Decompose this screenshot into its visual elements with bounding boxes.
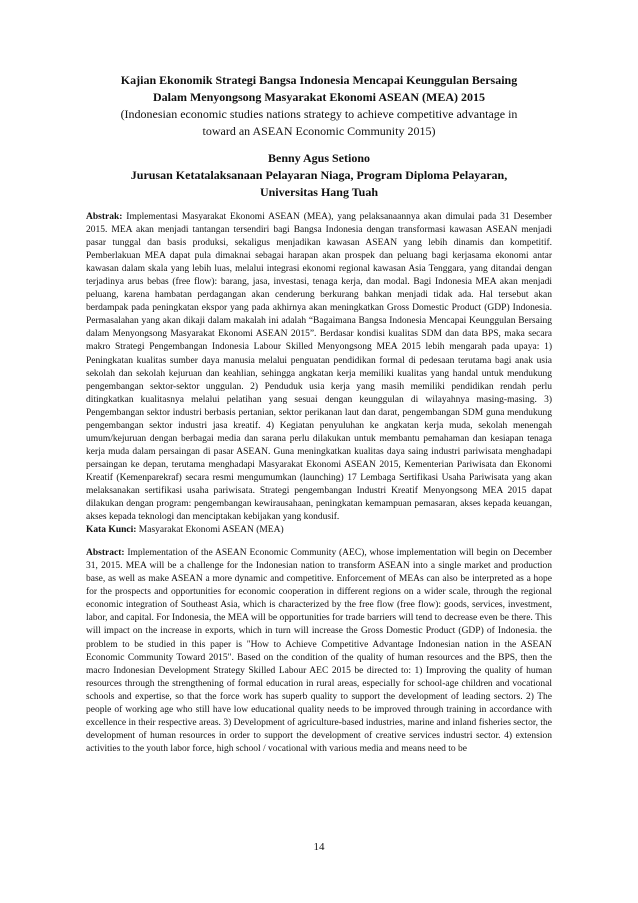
abstract-en-text: Implementation of the ASEAN Economic Community (AEC), whose implementation will begin on December 31, 2015. MEA will be a challenge for the Indonesian nation to transform ASEAN into a single market and production base, as well as make ASEAN a more dynamic and competitive. Enforcement of MEAs can also be interpreted as a hope for the prospects and opportunities for economic cooperation in different regions on a wider scale, through the regional economic integration of Southeast Asia, which is characterized by the free flow (free flow): goods, services, investment, labor, and capital. For Indonesia, the MEA will be opportunities for trade barriers will tend to decrease even be there. This will impact on the increase in exports, which in turn will increase the Gross Domestic Product (GDP) of Indonesia. the problem to be studied in this paper is "How to Achieve Competitive Advantage Indonesian nation in the ASEAN Economic Community Toward 2015". Based on the condition of the quality of human resources and the BPS, then the macro Indonesian Development Strategy Skilled Labour AEC 2015 be directed to: 1) Improving the quality of human resources through the strengthening of formal education in rural areas, especially for school-age children and vocational schools and expertise, so that the force work has superb quality to support the development of leading sectors. 2) The people of working age who still have low educational quality needs to be improved through training in accordance with excellence in their respective areas. 3) Development of agriculture-based industries, marine and inland fisheries sector, the development of human resources in order to support the development of creative services industri sector. 4) extension activities to the youth labor force, high school / vocational with various media and means need to be bbox=[86, 548, 552, 754]
author-name: Benny Agus Setiono bbox=[267, 151, 371, 165]
author-affiliation-line-1: Jurusan Ketatalaksanaan Pelayaran Niaga, Program Diploma Pelayaran, bbox=[130, 168, 508, 182]
abstrak-label: Abstrak: bbox=[86, 212, 123, 222]
abstract-en-paragraph bbox=[86, 547, 552, 756]
keywords-label: Kata Kunci: bbox=[86, 525, 137, 536]
paper-title-line-2: Dalam Menyongsong Masyarakat Ekonomi ASEAN (MEA) 2015 bbox=[152, 90, 485, 104]
abstract-en-label: Abstract: bbox=[86, 548, 125, 559]
title-block bbox=[88, 72, 550, 140]
keywords-text: Masyarakat Ekonomi ASEAN (MEA) bbox=[136, 525, 284, 536]
abstrak-paragraph bbox=[86, 211, 552, 524]
author-affiliation-line-2: Universitas Hang Tuah bbox=[259, 185, 379, 199]
keywords-paragraph bbox=[86, 524, 552, 537]
paper-title-line-1: Kajian Ekonomik Strategi Bangsa Indonesia Mencapai Keunggulan Bersaing bbox=[120, 73, 518, 87]
page-number: 14 bbox=[313, 841, 325, 853]
abstrak-text: Implementasi Masyarakat Ekonomi ASEAN (MEA), yang pelaksanaannya akan dimulai pada 31 Desember 2015. MEA akan menjadi tantangan tersendiri bagi Bangsa Indonesia dengan transformasi kawasan ASEAN menjadi pasar tunggal dan basis produksi, sekaligus menjadikan kawasan ASEAN yang lebih dinamis dan kompetitif. Pemberlakuan MEA dapat pula dimaknai sebagai harapan akan prospek dan peluang bagi kerjasama ekonomi antar kawasan dalam skala yang lebih luas, melalui integrasi ekonomi regional kawasan Asia Tenggara, yang ditandai dengan terjadinya arus bebas (free flow): barang, jasa, investasi, tenaga kerja, dan modal. Bagi Indonesia MEA akan menjadi peluang, karena hambatan perdagangan akan cenderung berkurang bahkan menjadi tidak ada. Hal tersebut akan berdampak pada peningkatan ekspor yang pada akhirnya akan meningkatkan Gross Domestic Product (GDP) Indonesia. Permasalahan yang akan dikaji dalam makalah ini adalah “Bagaimana Bangsa Indonesia Mencapai Keunggulan Bersaing dalam Menyongsong Masyarakat Ekonomi ASEAN 2015”. Berdasar kondisi kualitas SDM dan data BPS, maka secara makro Strategi Pengembangan Indonesia Labour Skilled Menyongsong MEA 2015 lebih mengarah pada upaya: 1) Peningkatan kualitas sumber daya manusia melalui penguatan pendidikan formal di pedesaan terutama bagi anak usia sekolah dan sekolah kejuruan dan keahlian, sehingga angkatan kerja memiliki kualitas yang handal untuk mendukung pengembangan sektor-sektor unggulan. 2) Penduduk usia kerja yang masih memiliki pendidikan rendah perlu ditingkatkan kualitasnya melalui pelatihan yang sesuai dengan keunggulan di wilayahnya masing-masing. 3) Pengembangan sektor industri berbasis pertanian, sektor perikanan laut dan darat, pengembangan SDM guna mendukung pengembangan sektor industri jasa kreatif. 4) Kegiatan penyuluhan ke angkatan kerja muda, sekolah menengah umum/kejuruan dengan berbagai media dan sarana perlu dilakukan untuk membantu pemahaman dan kesiapan tenaga kerja muda dalam persaingan di pasar ASEAN. Guna meningkatkan kualitas daya saing industri pariwisata menghadapi persaingan ke depan, terutama menghadapi Masyarakat Ekonomi ASEAN 2015, Kementerian Pariwisata dan Ekonomi Kreatif (Kemenparekraf) secara resmi mengumumkan (launching) 17 Lembaga Sertifikasi Usaha Pariwisata yang akan melaksanakan sertifikasi usaha pariwisata. Strategi pengembangan Industri Kreatif Menyongsong MEA 2015 dapat dilakukan dengan program: pengembangan kewirausahaan, peningkatan kemampuan pemasaran, akses kepada keuangan, akses kepada teknologi dan menciptakan kebijakan yang kondusif. bbox=[86, 212, 552, 523]
paper-title-en-line-1: (Indonesian economic studies nations strategy to achieve competitive advantage in bbox=[120, 107, 518, 121]
author-block bbox=[88, 150, 550, 201]
paper-title-en-line-2: toward an ASEAN Economic Community 2015) bbox=[202, 124, 436, 138]
abstract-body bbox=[86, 211, 552, 756]
